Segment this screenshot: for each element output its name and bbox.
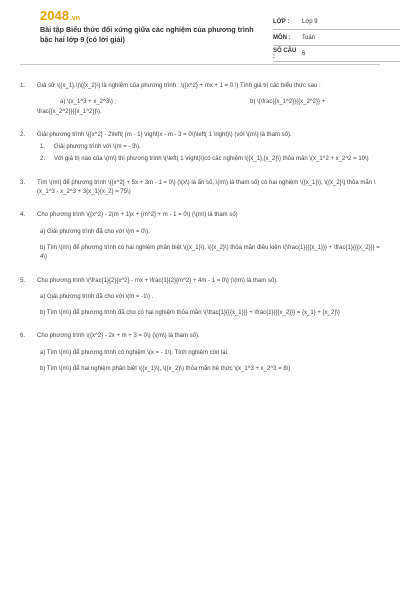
problem-text: Giả sử \({x_1},\)\({x_2}\) là nghiệm của phương trình : \({x^2} + mx + 1 = 0.\) Tính giá trị các biểu thức sau : <box>37 83 321 89</box>
problem-list <box>20 82 380 388</box>
part-a: a) Giải phương trình đã cho với \(m = 0\). <box>40 228 150 235</box>
part-a: a) Giải phương trình đã cho với \(m = -1\) . <box>40 293 154 300</box>
problem-text: Cho phương trình \({x^2} - 2(m + 1)x + {m^2} + m - 1 = 0\) (\(m\) là tham số) <box>37 212 238 219</box>
problem-number: 3. <box>20 179 26 186</box>
meta-key: LỚP : <box>273 18 290 25</box>
problem-number: 6. <box>20 333 26 340</box>
sub-number: 1. <box>40 144 46 151</box>
problem-number: 4. <box>20 212 26 219</box>
problem-2 <box>20 131 380 165</box>
problem-text: Giải phương trình \({x^2} - 2\left( {m - 1} \right)x - m - 3 = 0\)\left( 1 \right)\) (với \(m\) là tham số). <box>37 131 292 138</box>
problem-number: 2. <box>20 131 26 138</box>
meta-value: Lớp 9 <box>302 18 318 25</box>
sub-text: Giải phương trình với \(m = - 3\). <box>54 144 141 151</box>
sub-text: Với giá trị nào của \(m\) thì phương trình \(\left( 1 \right)\)có các nghiệm \({x_1},{x_2}\) thỏa mãn \(x_1^2 + x_2^2 = 10\) <box>54 156 369 163</box>
problem-1 <box>20 82 380 117</box>
meta-key: SỐ CÂU : <box>273 47 297 60</box>
problem-number: 5. <box>20 277 26 284</box>
part-b-continued: \frac{{x_2^2}}{{x_1^2}}\). <box>37 108 102 115</box>
part-b: b) \(\frac{{x_1^2}}{{x_2^2}} + <box>250 99 326 106</box>
problem-text: Cho phương trình \({x^2} - 2x + m + 3 = 0\) (\(m\) là tham số). <box>37 333 200 340</box>
meta-value: Toán <box>302 34 316 41</box>
logo-sub: .vn <box>69 15 81 22</box>
logo-main: 2048 <box>40 8 69 23</box>
sub-number: 2. <box>40 156 46 163</box>
header-divider <box>20 64 380 65</box>
meta-table <box>273 14 400 62</box>
part-b: b) Tìm \(m\) để hai nghiệm phân biệt \({x_1}\), \({x_2}\) thỏa mãn hệ thức \(x_1^3 + x_2^3 = 8\) <box>40 366 291 373</box>
problem-text: Cho phương trình \(\frac{1}{2}{x^2} - mx + \frac{1}{2}{m^2} + 4m - 1 = 0\) (\(m\) là tham số). <box>37 277 278 284</box>
problem-4 <box>20 211 380 262</box>
meta-key: MÔN : <box>273 34 291 41</box>
document-title: Bài tập Biểu thức đối xứng giữa các nghiệm của phương trình bậc hai lớp 9 (có lời giải) <box>40 25 254 45</box>
problem-text: Tìm \(m\) để phương trình \({x^2} + 5x + 3m - 1 = 0\) (\(x\) là ẩn số, \(m\) là tham số) có hai nghiệm \({x_1}\), \({x_2}\) thỏa mãn \(x_1^3 - x_2^3 + 3{x_1}{x_2} = 75\) <box>37 179 376 196</box>
site-logo[interactable] <box>40 8 80 23</box>
problem-3 <box>20 179 380 198</box>
page-header <box>20 0 380 62</box>
problem-number: 1. <box>20 83 26 89</box>
meta-value: 6 <box>302 50 306 57</box>
part-b: b) Tìm \(m\) để phương trình có hai nghiệm phân biệt \({x_1}\), \({x_2}\) thỏa mãn điều kiện \(\frac{1}{{{x_1}}} + \frac{1}{{{x_2}}} = 4\) <box>40 244 380 261</box>
problem-6 <box>20 332 380 374</box>
meta-row-subject <box>273 30 400 46</box>
meta-row-count <box>273 46 400 62</box>
meta-row-class <box>273 14 400 30</box>
part-b: b) Tìm \(m\) để phương trình đã cho có hai nghiệm thỏa mãn \(\frac{1}{{{x_1}}} + \frac{1}{{{x_2}}} = {x_1} + {x_2}\) <box>40 310 340 317</box>
part-a: a) Tìm \(m\) để phương trình có nghiệm \(x = - 1\). Tính nghiệm còn lại. <box>40 349 229 356</box>
part-a: a) \(x_1^3 + x_2^3\) ; <box>60 99 117 106</box>
problem-5 <box>20 277 380 319</box>
